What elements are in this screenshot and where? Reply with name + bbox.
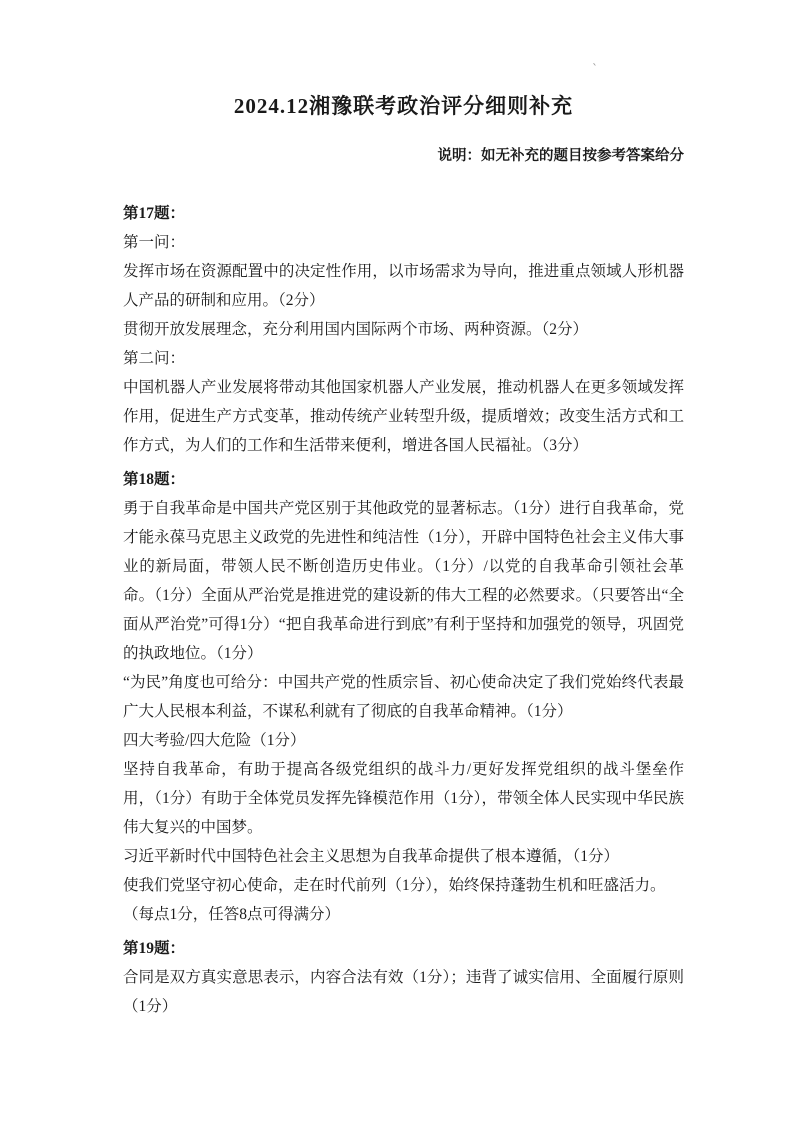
instruction-note: 说明：如无补充的题目按参考答案给分 <box>437 148 684 164</box>
stray-mark: ˋ <box>592 62 598 76</box>
question-header: 第19题： <box>123 940 186 957</box>
question-header: 第17题： <box>123 205 186 222</box>
paragraph: 合同是双方真实意思表示，内容合法有效（1分）；违背了诚实信用、全面履行原则（1分） <box>123 969 684 1015</box>
paragraph: “为民”角度也可给分：中国共产党的性质宗旨、初心使命决定了我们党始终代表最广大人民根本利益，不谋私利就有了彻底的自我革命精神。（1分） <box>123 674 684 720</box>
paragraph: 第二问： <box>123 350 186 367</box>
question-header: 第18题： <box>123 471 186 488</box>
paragraph: 四大考验/四大危险（1分） <box>123 732 306 749</box>
paragraph: 贯彻开放发展理念，充分利用国内国际两个市场、两种资源。（2分） <box>123 321 589 338</box>
paragraph: 中国机器人产业发展将带动其他国家机器人产业发展，推动机器人在更多领域发挥作用，促进生产方式变革，推动传统产业转型升级，提质增效；改变生活方式和工作方式，为人们的工作和生活带来便利，增进各国人民福祉。（3分） <box>123 379 684 454</box>
page-title: 2024.12湘豫联考政治评分细则补充 <box>233 94 574 118</box>
paragraph: 使我们党坚守初心使命，走在时代前列（1分），始终保持蓬勃生机和旺盛活力。 <box>123 877 666 894</box>
paragraph: （每点1分，任答8点可得满分） <box>123 906 341 923</box>
paragraph: 勇于自我革命是中国共产党区别于其他政党的显著标志。（1分）进行自我革命，党才能永葆马克思主义政党的先进性和纯洁性（1分），开辟中国特色社会主义伟大事业的新局面，带领人民不断创造历史伟业。（1分）/以党的自我革命引领社会革命。（1分）全面从严治党是推进党的建设新的伟大工程的必然要求。（只要答出“全面从严治党”可得1分）“把自我革命进行到底”有利于坚持和加强党的领导，巩固党的执政地位。（1分） <box>123 500 684 662</box>
paragraph: 坚持自我革命，有助于提高各级党组织的战斗力/更好发挥党组织的战斗堡垒作用，（1分）有助于全体党员发挥先锋模范作用（1分），带领全体人民实现中华民族伟大复兴的中国梦。 <box>123 761 684 836</box>
document-body <box>123 199 684 1021</box>
paragraph: 第一问： <box>123 234 186 251</box>
paragraph: 发挥市场在资源配置中的决定性作用，以市场需求为导向，推进重点领域人形机器人产品的研制和应用。（2分） <box>123 263 684 309</box>
paragraph: 习近平新时代中国特色社会主义思想为自我革命提供了根本遵循，（1分） <box>123 848 620 865</box>
